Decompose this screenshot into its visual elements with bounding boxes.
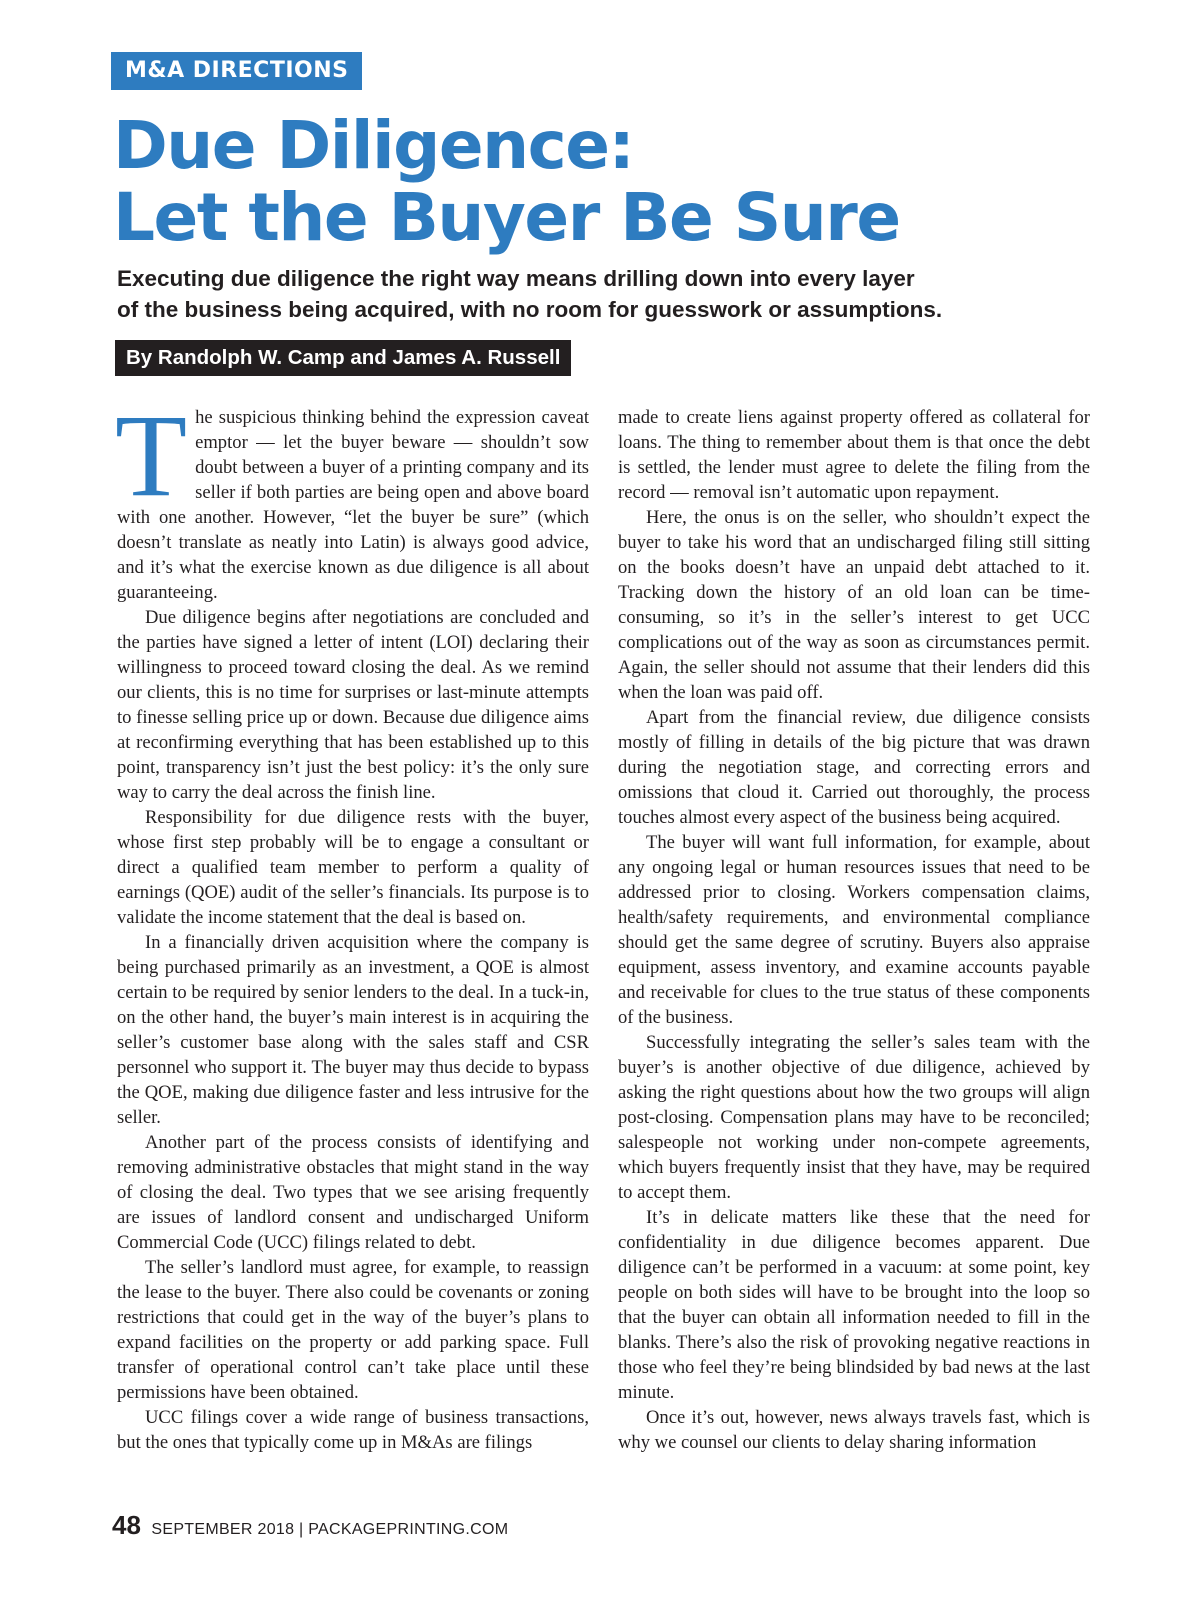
deck-line-1: Executing due diligence the right way means drilling down into every layer <box>117 266 915 291</box>
article-deck <box>117 263 1017 325</box>
paragraph: Due diligence begins after negotiations are concluded and the parties have signed a letter of intent (LOI) declaring their willingness to proceed toward closing the deal. As we remind our clients, this is no time for surprises or last-minute attempts to finesse selling price up or down. Because due diligence aims at reconfirming everything that has been established up to this point, transparency isn’t just the best policy: it’s the only sure way to carry the deal across the finish line. <box>117 607 589 803</box>
headline-line-1: Due Diligence: <box>113 107 634 184</box>
paragraph: Responsibility for due diligence rests with the buyer, whose first step probably will be to engage a consultant or direct a qualified team member to perform a quality of earnings (QOE) audit of the seller’s financials. Its purpose is to validate the income statement that the deal is based on. <box>117 807 589 928</box>
paragraph-text: he suspicious thinking behind the expression caveat emptor — let the buyer beware — shouldn’t sow doubt between a buyer of a printing company and its seller if both parties are being open and above board with one another. However, “let the buyer be sure” (which doesn’t translate as neatly into Latin) is always good advice, and it’s what the exercise known as due diligence is all about guaranteeing. <box>117 407 589 603</box>
paragraph: made to create liens against property offered as collateral for loans. The thing to remember about them is that once the debt is settled, the lender must agree to delete the filing from the record — removal isn’t automatic upon repayment. <box>618 407 1090 503</box>
deck-line-2: of the business being acquired, with no room for guesswork or assumptions. <box>117 297 943 322</box>
article-column-left <box>115 390 589 1455</box>
page-footer <box>112 1510 508 1541</box>
paragraph: The buyer will want full information, for example, about any ongoing legal or human resources issues that need to be addressed prior to closing. Workers compensation claims, health/safety requirements, and environmental compliance should get the same degree of scrutiny. Buyers also appraise equipment, assess inventory, and examine accounts payable and receivable for clues to the true status of these components of the business. <box>618 832 1090 1028</box>
paragraph: Once it’s out, however, news always travels fast, which is why we counsel our clients to delay sharing information <box>618 1407 1090 1453</box>
paragraph: Apart from the financial review, due diligence consists mostly of filling in details of the big picture that was drawn during the negotiation stage, and correcting errors and omissions that cloud it. Carried out thoroughly, the process touches almost every aspect of the business being acquired. <box>618 707 1090 828</box>
paragraph: The seller’s landlord must agree, for example, to reassign the lease to the buyer. There also could be covenants or zoning restrictions that could get in the way of the buyer’s plans to expand facilities on the property or add parking space. Full transfer of operational control can’t take place until these permissions have been obtained. <box>117 1257 589 1403</box>
paragraph: Here, the onus is on the seller, who shouldn’t expect the buyer to take his word that an undischarged filing still sitting on the books doesn’t have an unpaid debt attached to it. Tracking down the history of an old loan can be time-consuming, so it’s in the seller’s interest to get UCC complications out of the way as soon as circumstances permit. Again, the seller should not assume that their lenders did this when the loan was paid off. <box>618 507 1090 703</box>
paragraph <box>115 390 589 605</box>
section-tag: M&A DIRECTIONS <box>111 52 362 90</box>
paragraph: In a financially driven acquisition where the company is being purchased primarily as an investment, a QOE is almost certain to be required by senior lenders to the deal. In a tuck-in, on the other hand, the buyer’s main interest is in acquiring the seller’s customer base along with the sales staff and CSR personnel who support it. The buyer may thus decide to bypass the QOE, making due diligence faster and less intrusive for the seller. <box>117 932 589 1128</box>
footer-issue-text: SEPTEMBER 2018 | PACKAGEPRINTING.COM <box>151 1521 509 1538</box>
paragraph: Another part of the process consists of identifying and removing administrative obstacles that might stand in the way of closing the deal. Two types that we see arising frequently are issues of landlord consent and undischarged Uniform Commercial Code (UCC) filings related to debt. <box>117 1132 589 1253</box>
page-number: 48 <box>112 1510 141 1540</box>
article-headline <box>113 107 1113 256</box>
drop-cap: T <box>115 390 188 521</box>
paragraph: Successfully integrating the seller’s sales team with the buyer’s is another objective of due diligence, achieved by asking the right questions about how the two groups will align post-closing. Compensation plans may have to be reconciled; salespeople not working under non-compete agreements, which buyers frequently insist that they have, may be required to accept them. <box>618 1032 1090 1203</box>
paragraph: UCC filings cover a wide range of business transactions, but the ones that typically come up in M&As are filings <box>117 1407 589 1453</box>
byline: By Randolph W. Camp and James A. Russell <box>115 340 571 376</box>
paragraph: It’s in delicate matters like these that the need for confidentiality in due diligence becomes apparent. Due diligence can’t be performed in a vacuum: at some point, key people on both sides will have to be brought into the loop so that the buyer can obtain all information needed to fill in the blanks. There’s also the risk of provoking negative reactions in those who feel they’re being blindsided by bad news at the last minute. <box>618 1207 1090 1403</box>
headline-line-2: Let the Buyer Be Sure <box>113 179 900 256</box>
article-column-right <box>618 405 1090 1455</box>
